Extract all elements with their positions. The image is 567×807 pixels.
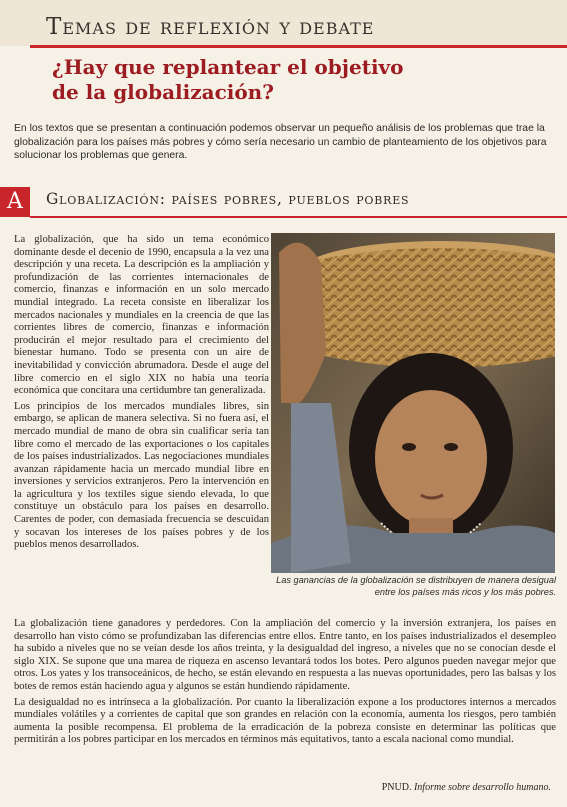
section-letter-badge: A: [0, 187, 30, 217]
intro-paragraph: En los textos que se presentan a continuación podemos observar un pequeño análisis de los problemas que trae la globalización para los países más pobres y cómo sería necesario un cambio de planteamiento de los objetivos para solucionar los problemas que genera.: [14, 123, 547, 162]
section-title: Temas de reflexión y debate: [46, 14, 375, 40]
photo-illustration: [271, 233, 555, 573]
girl-with-basket-photo: [271, 233, 555, 573]
main-title-line-2: de la globalización?: [52, 80, 274, 104]
header-rule: [30, 45, 567, 48]
section-a-rule: [30, 216, 567, 218]
full-width-text: [14, 618, 556, 750]
column-paragraph: La globalización, que ha sido un tema económico dominante desde el decenio de 1990, encapsula a la vez una descripción y una receta. La descripción es la ampliación y profundización de las corrientes internacionales de comercio, finanzas e información en un solo mercado mundial integrado. La receta consiste en liberalizar los mercados nacionales y mundiales en la creencia de que las corrientes libres de comercio, finanzas e información producirán el mejor resultado para el crecimiento del bienestar humano. Todo se presenta con un aire de inevitabilidad y convicción abrumadora. Desde el auge del libre comercio en el siglo XIX no había una teoría económica que concitara una certidumbre tan generalizada.: [14, 234, 269, 397]
source-title: Informe sobre desarrollo humano.: [413, 782, 551, 793]
photo-caption: Las ganancias de la globalización se distribuyen de manera desigual entre los países más ricos y los más pobres.: [276, 575, 556, 597]
source-citation: [382, 782, 551, 793]
source-org: PNUD.: [381, 782, 412, 793]
full-paragraph: La desigualdad no es intrínseca a la globalización. Por cuanto la liberalización expone a los productores internos a mercados mundiales volátiles y a corrientes de capital que son grandes en relación con la economía, aumenta los riesgos, pero también aumenta la posible recompensa. El problema de la erradicación de la pobreza consiste en determinar las políticas que permitirán a los pobres participar en los mercados en términos más equitativos, tanto a escala nacional como mundial.: [14, 696, 556, 746]
section-a-title: Globalización: países pobres, pueblos pobres: [46, 190, 410, 208]
main-title-line-1: ¿Hay que replantear el objetivo: [52, 55, 404, 79]
full-paragraph: La globalización tiene ganadores y perdedores. Con la ampliación del comercio y la inversión extranjera, los países en desarrollo han visto cómo se profundizaban las diferencias entre ellos. Entre tanto, en los países industrializados el desempleo ha subido a niveles que no se veían desde los años treinta, y la desigualdad del ingreso, a niveles que no se conocían desde el siglo XIX. Se supone que una marea de riqueza en ascenso levantará todos los botes. Pero algunos pueden navegar mejor que otros. Los yates y los transoceánicos, de hecho, se están elevando en respuesta a las nuevas oportunidades, pero las balsas y los botes de remos están haciendo agua y algunos se están hundiendo rápidamente.: [14, 618, 556, 692]
column-paragraph: Los principios de los mercados mundiales libres, sin embargo, se aplican de manera selectiva. Si no fuera así, el mercado mundial de mano de obra sin cualificar sería tan libre como el mercado de las exportaciones o los capitales de los países industrializados. Las negociaciones mundiales avanzan rápidamente hacia un mercado mundial libre en inversiones y servicios extranjeros. Pero la intervención en la agricultura y los textiles sigue siendo elevada, lo que constituye un obstáculo para los países en desarrollo. Carentes de poder, con demasiada frecuencia se descuidan y socavan los intereses de los países pobres y de los pueblos menos desarrollados.: [14, 400, 269, 551]
left-column-text: [14, 234, 269, 555]
main-title: [52, 55, 532, 105]
